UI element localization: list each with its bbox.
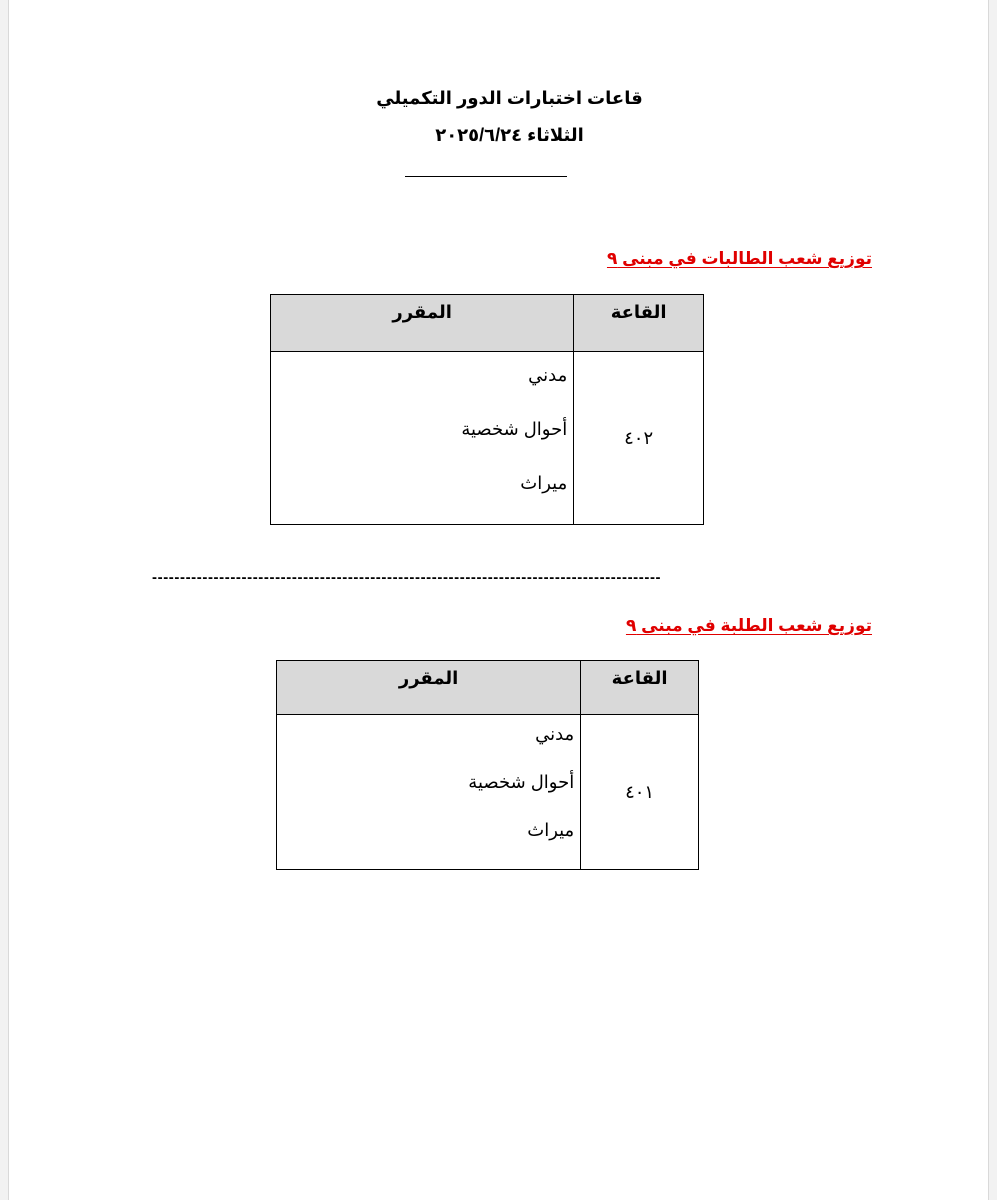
course-item: أحوال شخصية <box>461 419 568 439</box>
course-item: ميراث <box>520 473 568 493</box>
section-heading-male: توزيع شعب الطلبة في مبنى ٩ <box>625 616 872 635</box>
document-title: قاعات اختبارات الدور التكميلي <box>376 88 643 108</box>
room-number-cell: ٤٠٢ <box>574 352 704 525</box>
table-header-row <box>271 295 704 352</box>
dashed-separator: ------------------------------------------------------------------------------------------- <box>152 569 662 586</box>
document-page <box>8 0 989 1200</box>
male-rooms-table <box>276 660 699 870</box>
column-header-room: القاعة <box>581 661 699 715</box>
column-header-course: المقرر <box>271 295 574 352</box>
column-header-course: المقرر <box>277 661 581 715</box>
table-row <box>271 352 704 525</box>
courses-cell <box>271 352 574 525</box>
room-number-cell: ٤٠١ <box>581 715 699 870</box>
course-item: أحوال شخصية <box>468 772 575 792</box>
courses-cell <box>277 715 581 870</box>
course-item: ميراث <box>527 820 575 840</box>
course-item: مدني <box>528 365 568 385</box>
document-date: الثلاثاء ٢٠٢٥/٦/٢٤ <box>435 125 584 145</box>
section-heading-female: توزيع شعب الطالبات في مبنى ٩ <box>606 249 872 268</box>
table-header-row <box>277 661 699 715</box>
course-item: مدني <box>535 724 575 744</box>
table-row <box>277 715 699 870</box>
column-header-room: القاعة <box>574 295 704 352</box>
female-rooms-table <box>270 294 704 525</box>
title-underline <box>405 176 567 177</box>
